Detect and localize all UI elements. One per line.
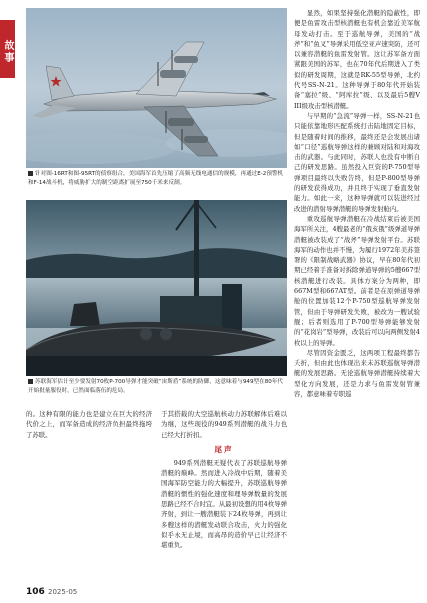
text-column-bottom-middle — [161, 409, 287, 587]
caption-marker-icon — [28, 171, 33, 176]
paragraph: 于其搭载的大空巡航核动力苏联解体后难以为继，这些现役的949系列潜艇的战斗力也已经大打折扣。 — [161, 410, 287, 439]
paragraph: 重攻巡航导弹潜艇在冷战结束后被美国海军所关注，4艘最老的“俄亥俄”级弹道导弹潜艇被改装成了“战斧”导弹发射平台。苏联海军的动作也并不慢，为履行1972年美苏签署的《限制战略武器》协议，早在80年代初期已经着手准备对拆除弹道导弹的5艘667型核潜艇进行改装。具体方案分为两种，即667M型和667AT型。前者是在原弹道导弹舱的位置加装12个P-750型巡航导弹发射管，但由于导弹研发失败，被改为一艘试验舰；后者则选用了P-700型导弹能够发射的“花岗岩”型导弹，改装后可以向两侧发射4枚以上的导弹。 — [294, 214, 420, 347]
section-tab: 故事 — [0, 20, 15, 78]
page-sidebar — [0, 0, 14, 603]
submarine-photo — [26, 200, 287, 376]
aircraft-photo — [26, 8, 287, 168]
aircraft-caption-text: 针对图-16RT和图-95RT的侦察组合，美国海军首先压缩了高频无线电通信的规模，再通过E-2预警机和F-14战斗机，将威胁扩大的制空距离扩展至750千米来反制。 — [28, 171, 284, 186]
issue-date: 2025-05 — [48, 588, 78, 596]
paragraph: 显然，如果坚持强化潜艇的隐蔽性，即便是鱼雷攻击型核潜艇也有机会靠近美军航母发动打击。至于巡航导弹，美国的“战斧”和“鱼叉”导弹采用低空亚声速突防，还可以兼容潜艇的鱼雷发射管。这让苏军备方面紧跟美国的苏军，也在70年代后期进入了类似的研发周期，这就是RK-55型导弹，北约代号SS-N-21。这种导弹于80年代开始装备“塞拉”级、“阿库拉”级、以及最后5艘V III级攻击型核潜艇。 — [294, 9, 420, 110]
paragraph: 尽管因资金匮乏，这两项工程最终都告夭折，但由此也体现出来未苏联巡航导弹潜艇的发展思路。无论巡航导弹潜艇持续着大型化方向发展，还是力求与鱼雷发射管兼容，都意味着专职巡 — [294, 348, 420, 398]
text-column-right — [294, 8, 420, 583]
paragraph: 与早期的“急流”导弹一样，SS-N-21也只能依靠地形匹配系统打击陆地固定目标，但是随着时间的推移，最终还是会发展出诸如“口径”巡航导弹这样的兼顾对陆和对海攻击的武器。与此同时，苏联人也没有中断自己的研发思路。虽然投入巨资的P-750型导弹项目最终以失败告终，但是P-800型导弹的研发获得成功，并且终于实现了垂直发射能力。如此一来，这种导弹就可以装进经过改进的潜射导弹潜艇的导弹发射舱内。 — [294, 111, 420, 213]
page-number: 106 — [26, 587, 45, 597]
paragraph: 的。这种有限的能力也是建立在巨大的经济代价之上，而军备造成的经济负担最终拖垮了苏联。 — [26, 410, 152, 439]
aircraft-photo-caption — [26, 168, 287, 196]
paragraph: 949系列潜艇无疑代表了苏联巡航导弹潜艇的巅峰。然而进入冷战中后期，随着美国海军防空能力的大幅提升，苏联巡航导弹潜艇的惯性的强化速度和理导弹数量的发展思路已经不合时宜。从最初设想的用4枚导弹齐射，到让一艘潜艇装下24枚导弹，再到让多艘这样的潜艇发动联合攻击，火力的强化似乎永无止境，而高昂的造价早已让经济不堪重负。 — [161, 458, 287, 550]
submarine-photo-caption — [26, 376, 287, 406]
submarine-caption-text: 苏联海军估计至少要发射70枚P-700导弹才能突破“宙斯盾”系统的防御，这意味着与949型在80年代开始批量服役时，已然面临落伍的危局。 — [28, 379, 284, 394]
section-subhead: 尾声 — [214, 444, 234, 454]
caption-marker-icon — [28, 379, 33, 384]
submarine-icon — [26, 200, 287, 376]
bomber-aircraft-icon — [26, 8, 287, 168]
page-footer — [14, 583, 427, 603]
text-column-bottom-left — [26, 409, 152, 587]
